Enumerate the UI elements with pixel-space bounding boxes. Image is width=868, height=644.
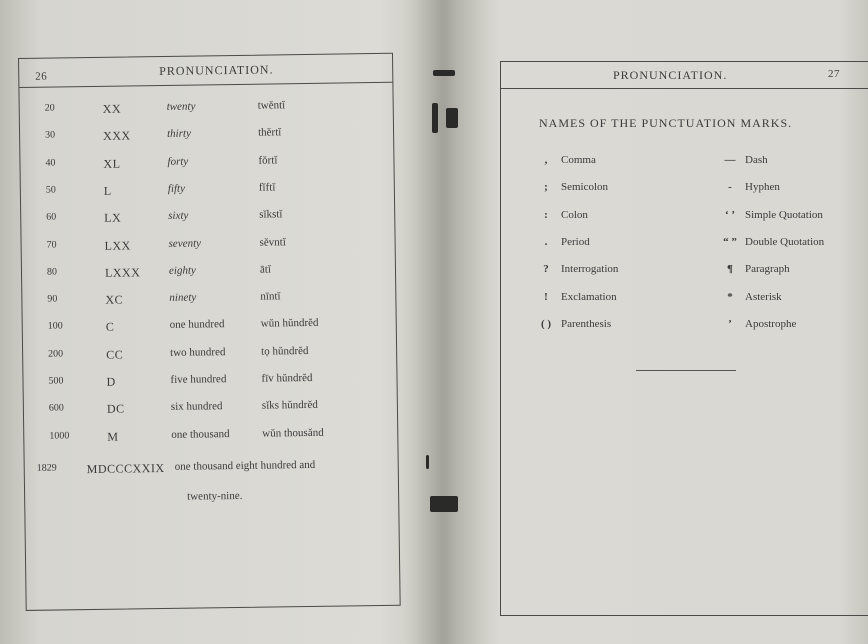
- binding-stitch: [430, 496, 458, 512]
- punctuation-name: Colon: [561, 208, 588, 221]
- pronunciation: fĭftĭ: [258, 181, 276, 194]
- binding-stitch: [446, 108, 458, 128]
- number-words: one thousand eight hundred and: [174, 458, 316, 473]
- numeral-row: [23, 344, 383, 369]
- pronunciation: fŏrtĭ: [258, 153, 278, 167]
- number-word: one hundred: [169, 318, 225, 332]
- number-word: seventy: [168, 236, 202, 250]
- pronunciation: sĕvntĭ: [259, 235, 286, 249]
- punctuation-name: Parenthesis: [561, 317, 612, 330]
- punctuation-name: Asterisk: [745, 290, 782, 303]
- roman-numeral: LXX: [104, 237, 131, 253]
- punctuation-item: [719, 154, 768, 166]
- number-word: five hundred: [170, 373, 227, 386]
- punctuation-name: Semicolon: [561, 181, 609, 194]
- punctuation-name: Interrogation: [561, 263, 619, 276]
- punctuation-symbol: ’: [728, 317, 732, 330]
- left-page-number: 26: [35, 70, 48, 83]
- punctuation-name: Paragraph: [745, 263, 790, 276]
- arabic-number: 80: [46, 266, 58, 278]
- binding-stitch: [433, 70, 455, 76]
- numeral-row: [24, 426, 384, 451]
- numeral-row: [22, 289, 382, 314]
- punctuation-symbol: ( ): [540, 317, 552, 330]
- punctuation-item: [719, 291, 782, 303]
- pronunciation: ātĭ: [259, 263, 272, 276]
- number-word: six hundred: [170, 400, 223, 414]
- punctuation-symbol: :: [544, 208, 548, 221]
- punctuation-item: [719, 318, 796, 330]
- punctuation-symbol: -: [728, 181, 732, 194]
- number-word: ninety: [169, 291, 197, 305]
- number-words-continuation: twenty-nine.: [187, 489, 243, 503]
- arabic-number: 30: [45, 129, 56, 141]
- numeral-row: [22, 262, 382, 287]
- punctuation-name: Double Quotation: [745, 235, 825, 248]
- left-page: [18, 53, 401, 611]
- punctuation-name: Exclamation: [561, 290, 617, 303]
- punctuation-item: [719, 209, 823, 221]
- left-running-head: PRONUNCIATION.: [159, 62, 274, 79]
- punctuation-item: [535, 236, 590, 248]
- end-rule: [636, 370, 736, 371]
- roman-numeral: LX: [104, 210, 122, 225]
- roman-numeral: L: [103, 183, 112, 198]
- punctuation-name: Dash: [745, 154, 768, 166]
- number-word: twenty: [166, 100, 196, 113]
- pronunciation: sĭks hŭndrĕd: [261, 399, 318, 412]
- binding-stitch: [432, 103, 438, 133]
- roman-numeral: MDCCCXXIX: [86, 460, 165, 477]
- numeral-row: [21, 207, 381, 232]
- punctuation-symbol: *: [727, 290, 733, 303]
- numeral-row: [24, 398, 384, 423]
- punctuation-symbol: “ ”: [723, 235, 737, 248]
- punctuation-item: [719, 181, 780, 193]
- number-word: one thousand: [171, 427, 230, 441]
- roman-numeral: XC: [105, 292, 124, 307]
- number-word: forty: [167, 155, 189, 168]
- punctuation-item: [535, 318, 611, 330]
- arabic-number: 20: [44, 102, 55, 114]
- numeral-row: [20, 98, 380, 123]
- roman-numeral: C: [105, 320, 115, 335]
- punctuation-name: Simple Quotation: [745, 208, 823, 221]
- numeral-row: [21, 180, 381, 205]
- numeral-row: [20, 153, 380, 178]
- pronunciation: wŭn hŭndrĕd: [260, 317, 319, 331]
- punctuation-item: [535, 209, 588, 221]
- arabic-number: 70: [46, 238, 57, 251]
- numeral-row: [20, 125, 380, 150]
- arabic-number: 100: [47, 320, 63, 333]
- punctuation-item: [535, 154, 596, 166]
- punctuation-name: Hyphen: [745, 181, 780, 194]
- arabic-number: 1000: [49, 429, 70, 442]
- arabic-number: 500: [48, 375, 64, 387]
- right-running-head: PRONUNCIATION.: [613, 68, 728, 82]
- roman-numeral: XX: [102, 101, 122, 116]
- right-page-number: 27: [828, 68, 840, 80]
- right-header-rule: [501, 88, 868, 89]
- numeral-row: [23, 316, 383, 341]
- pronunciation: wŭn thousănd: [262, 426, 324, 440]
- punctuation-name: Comma: [561, 154, 596, 166]
- arabic-number: 1829: [36, 462, 57, 474]
- roman-numeral: XL: [103, 156, 121, 171]
- punctuation-item: [535, 263, 618, 275]
- punctuation-name: Period: [561, 235, 590, 248]
- punctuation-symbol: ,: [544, 154, 548, 166]
- roman-numeral: XXX: [103, 128, 131, 144]
- arabic-number: 60: [46, 211, 57, 223]
- right-page: [500, 61, 868, 616]
- roman-numeral: DC: [106, 401, 125, 417]
- punctuation-item: [719, 263, 790, 275]
- number-word: two hundred: [170, 345, 226, 359]
- arabic-number: 40: [45, 157, 56, 169]
- number-word: sixty: [168, 209, 189, 223]
- pronunciation: nīntĭ: [260, 290, 281, 303]
- punctuation-symbol: ‘ ’: [724, 208, 736, 221]
- arabic-number: 600: [48, 402, 64, 414]
- punctuation-item: [535, 181, 608, 193]
- punctuation-symbol: ;: [544, 181, 548, 194]
- pronunciation: thĕrtĭ: [257, 126, 282, 139]
- punctuation-name: Apostrophe: [745, 317, 797, 330]
- pronunciation: twĕntĭ: [257, 99, 286, 112]
- pronunciation: fīv hŭndrĕd: [261, 371, 313, 385]
- punctuation-title: NAMES OF THE PUNCTUATION MARKS.: [539, 116, 793, 130]
- roman-numeral: CC: [106, 347, 124, 362]
- punctuation-symbol: —: [724, 154, 736, 166]
- pronunciation: tọ hŭndrĕd: [261, 344, 309, 358]
- punctuation-item: [719, 236, 824, 248]
- number-word: fifty: [167, 182, 186, 195]
- numeral-row-1829: [25, 458, 385, 483]
- arabic-number: 200: [48, 348, 64, 360]
- roman-numeral: LXXX: [104, 265, 141, 280]
- punctuation-symbol: ¶: [727, 263, 733, 276]
- punctuation-item: [535, 291, 617, 303]
- punctuation-symbol: .: [544, 235, 548, 248]
- pronunciation: sĭkstĭ: [259, 208, 283, 221]
- binding-stitch: [426, 455, 429, 469]
- book-gutter: [405, 0, 485, 644]
- punctuation-symbol: ?: [543, 263, 549, 276]
- arabic-number: 50: [45, 184, 56, 196]
- roman-numeral: M: [107, 429, 119, 444]
- punctuation-symbol: !: [544, 290, 548, 303]
- arabic-number: 90: [47, 293, 58, 305]
- numeral-row: [23, 371, 383, 396]
- left-header-rule: [19, 82, 392, 88]
- roman-numeral: D: [106, 374, 116, 389]
- number-word: thirty: [166, 127, 192, 141]
- numeral-row: [22, 234, 382, 259]
- number-word: eighty: [168, 264, 196, 277]
